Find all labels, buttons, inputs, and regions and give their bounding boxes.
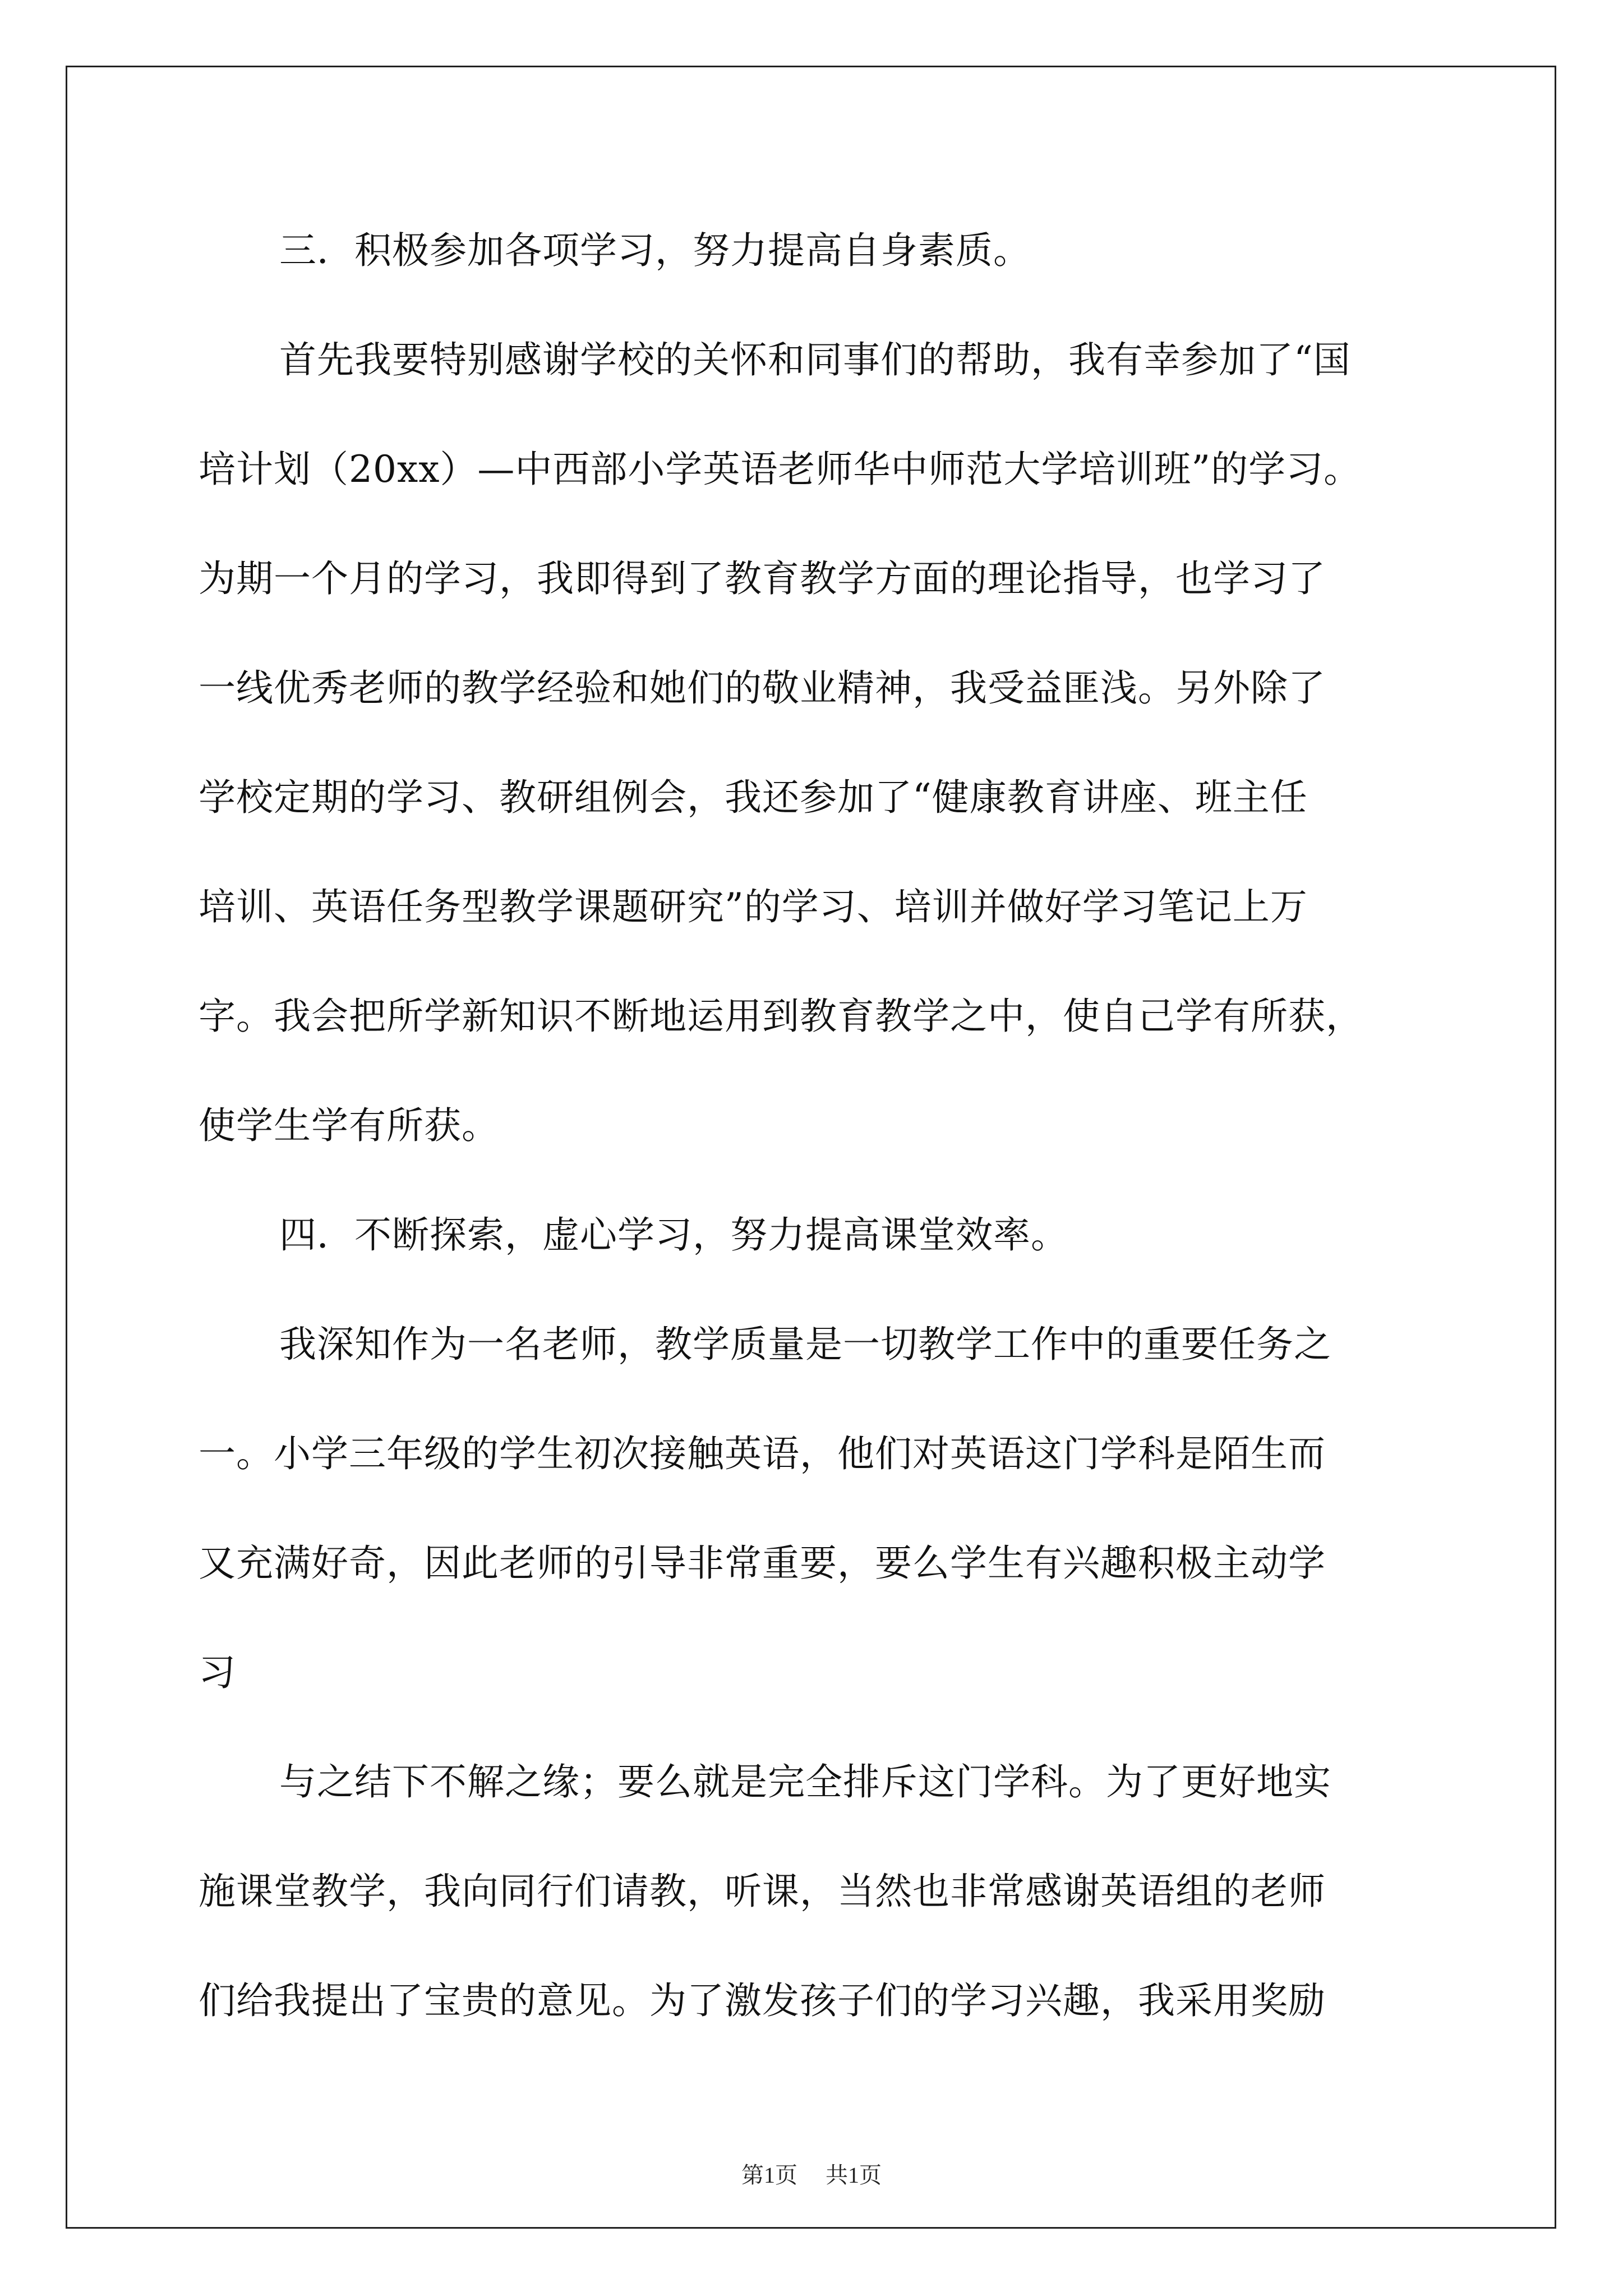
paragraph-line: 施课堂教学，我向同行们请教，听课，当然也非常感谢英语组的老师	[199, 1870, 1326, 1913]
paragraph-line: 一。小学三年级的学生初次接触英语，他们对英语这门学科是陌生而	[199, 1432, 1326, 1475]
paragraph-line: 习	[199, 1651, 236, 1694]
paragraph-line: 又充满好奇，因此老师的引导非常重要，要么学生有兴趣积极主动学	[199, 1542, 1326, 1585]
paragraph-line: 学校定期的学习、教研组例会，我还参加了“健康教育讲座、班主任	[199, 776, 1308, 819]
paragraph-line: 我深知作为一名老师，教学质量是一切教学工作中的重要任务之	[279, 1323, 1331, 1366]
paragraph-line: 培计划（20xx）—中西部小学英语老师华中师范大学培训班”的学习。	[199, 448, 1362, 491]
paragraph-line: 们给我提出了宝贵的意见。为了激发孩子们的学习兴趣，我采用奖励	[199, 1979, 1326, 2022]
paragraph-line: 为期一个月的学习，我即得到了教育教学方面的理论指导，也学习了	[199, 557, 1326, 600]
section-heading-3: 三．积极参加各项学习，努力提高自身素质。	[279, 229, 1031, 272]
paragraph-line: 一线优秀老师的教学经验和她们的敬业精神，我受益匪浅。另外除了	[199, 666, 1326, 710]
section-heading-4: 四．不断探索，虚心学习，努力提高课堂效率。	[279, 1213, 1068, 1257]
paragraph-line: 字。我会把所学新知识不断地运用到教育教学之中，使自己学有所获，	[199, 995, 1363, 1038]
paragraph-line: 使学生学有所获。	[199, 1104, 499, 1147]
page-number: 第1页	[741, 2162, 797, 2188]
page-footer	[0, 2161, 1623, 2189]
paragraph-line: 与之结下不解之缘；要么就是完全排斥这门学科。为了更好地实	[279, 1760, 1331, 1803]
paragraph-line: 培训、英语任务型教学课题研究”的学习、培训并做好学习笔记上万	[199, 885, 1308, 928]
page-total: 共1页	[826, 2162, 882, 2188]
paragraph-line: 首先我要特别感谢学校的关怀和同事们的帮助，我有幸参加了“国	[279, 338, 1351, 381]
